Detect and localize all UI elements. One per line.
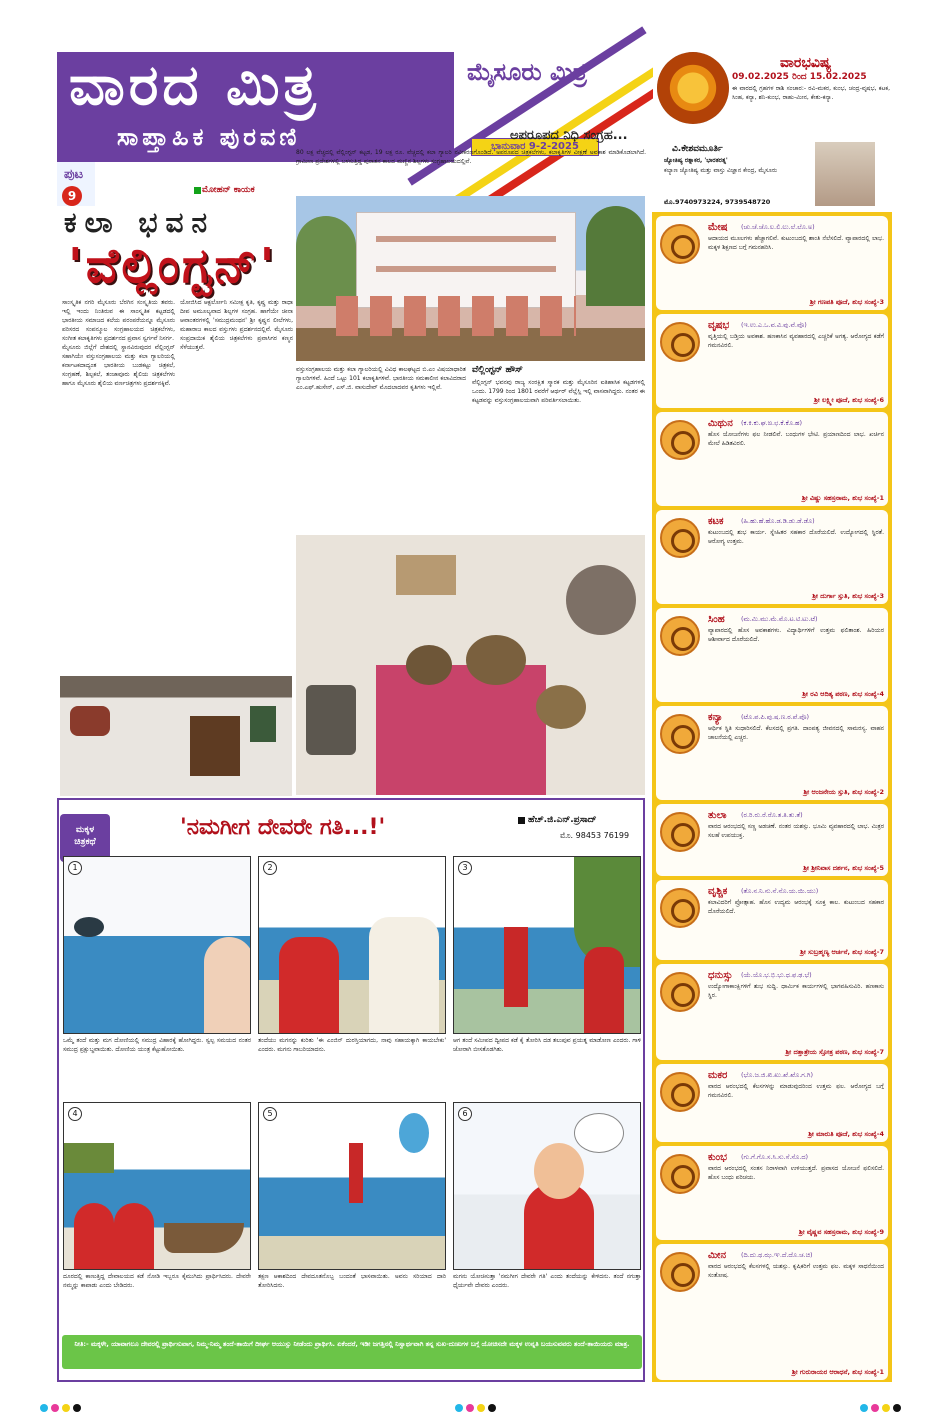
rashi-name: ಮೇಷ bbox=[708, 222, 728, 233]
zodiac-sign-icon bbox=[660, 1252, 700, 1292]
comic-author-phone: ಮೊ. 98453 76199 bbox=[560, 831, 630, 840]
rashi-remedy: ಶ್ರೀ ವಿಷ್ಣು ಸಹಸ್ರನಾಮ, ಶುಭ ಸಂಖ್ಯೆ-1 bbox=[801, 494, 884, 502]
article-col2-para: ಯೋಜಿಸಿದ ಆಕ್ಟರ್ಲೋನಿ ಸಮೀಕ್ಷ ಕೃತಿ, ಕೃಷ್ಣ ಮತ್ತು ರಾಧಾ ದೀಪ ಅಮೂಲ್ಯವಾದ ಶಿಲ್ಪಗಳ ಸಂಗ್ರಹ. ಹಾಗೆಯೇ ಚೀನಾ ಆವಾಂತರಗಳಲ್ಲಿ 'ಸಮುದ್ರಮಂಥನ' ಶ್ರೀ ಕೃಷ್ಣನ ಲೀಲೆಗಳು, ಮಹಾರಾಜ ಕಾಲದ ವಸ್ತುಗಳು ಪ್ರದರ್ಶನದಲ್ಲಿವೆ. ಮೈಸೂರು ಸಂಪ್ರದಾಯಿಕ ಶೈಲಿಯ ಚಿತ್ರಕಲೆಗಳು ಪ್ರವಾಸಿಗರ ಕಣ್ಮನ ಸೆಳೆಯುತ್ತವೆ. bbox=[180, 299, 293, 351]
rashi-remedy: ಶ್ರೀ ರವಿ ಆದಿತ್ಯ ಪಠಣ, ಶುಭ ಸಂಖ್ಯೆ-4 bbox=[802, 690, 884, 698]
rashi-name: ಕನ್ಯಾ bbox=[708, 712, 723, 723]
issue-date: ಭಾನುವಾರ 9-2-2025 bbox=[471, 138, 599, 156]
rashi-name: ಸಿಂಹ bbox=[708, 614, 725, 625]
side-heading: ಅಪರೂಪದ ನಿಧಿ ಸಂಗ್ರಹ... bbox=[510, 128, 628, 143]
zodiac-wheel-icon bbox=[657, 52, 729, 124]
rashi-card bbox=[656, 412, 888, 506]
panel-number: 3 bbox=[458, 861, 472, 875]
comic-caption-3: ಆಗ ತಂದೆ ಸಮೀಪದ ದ್ವೀಪದ ಕಡೆ ಕೈ ತೋರಿಸಿ ದಡ ತಲುಪುವ ಪ್ರಯತ್ನ ಮಾಡೋಣ ಎಂದರು. ಗಾಳಿ ಜೋರಾಗಿ ಬೀಸತೊಡಗಿತು. bbox=[453, 1037, 641, 1053]
rashi-card bbox=[656, 216, 888, 310]
zodiac-sign-icon bbox=[660, 616, 700, 656]
rashi-card bbox=[656, 608, 888, 702]
zodiac-sign-icon bbox=[660, 322, 700, 362]
rashi-remedy: ಶ್ರೀ ದತ್ತಾತ್ರೇಯ ಸ್ತೋತ್ರ ಪಠಣ, ಶುಭ ಸಂಖ್ಯೆ-7 bbox=[785, 1048, 884, 1056]
comic-moral: ನೀತಿ:- ಮಕ್ಕಳೇ, ಯಾವಾಗಲೂ ದೇವರಲ್ಲಿ ಪ್ರಾರ್ಥಿಸುವಾಗ, ನಿಮ್ಮ-ನಿಮ್ಮ ತಂದೆ-ತಾಯಿಗೆ ದೀರ್ಘ ಆಯುಸ್ಸು ನೀಡೆಂದು ಪ್ರಾರ್ಥಿಸಿ. ಏಕೆಂದರೆ, ಇಡೀ ಜಗತ್ತಿನಲ್ಲಿ ನಿಸ್ವಾರ್ಥವಾಗಿ ತನ್ನ ಸುಖ-ದುಃಖಗಳ ಬಗ್ಗೆ ಯೋಚಿಸದೇ ಮಕ್ಕಳ ಉನ್ನತಿ ಬಯಸುವವರು ತಂದೆ-ತಾಯಿಯರು ಮಾತ್ರ. bbox=[62, 1335, 642, 1369]
article-col1-para: ಸಾಂಸ್ಕೃತಿಕ ನಗರಿ ಮೈಸೂರು ಬೆರಗಿನ ಸಂಸ್ಕೃತಿಯ ತವರು. ಇಲ್ಲಿ ಇಂದು ನಿಂತಿರುವ ಈ ಸಾಂಸ್ಕೃತಿಕ ಕಟ್ಟಡದಲ್ಲಿ ಭಾರತೀಯ ಸಮಾಜದ ಕಲೆಯ ಪರಂಪರೆಯನ್ನೂ ಮೈಸೂರು ಪರಿಸರದ ಸಂಪನ್ಮೂಲ ಸಂಗ್ರಹಾಲಯದ ಚಿತ್ರಕಲೆಗಳು, ಸಂಗೀತ ಕಲಾಕೃತಿಗಳು ಪ್ರದರ್ಶನದ ಪ್ರವಾಸ ಸ್ವರ್ಗವೆ ನಿಸರ್ಗ. bbox=[62, 299, 175, 342]
rashi-prediction: ಆದಾಯದ ಮೂಲಗಳು ಹೆಚ್ಚಾಗಲಿವೆ. ಕುಟುಂಬದಲ್ಲಿ ಶಾಂತಿ ನೆಲೆಸಲಿದೆ. ವ್ಯಾಪಾರದಲ್ಲಿ ಲಾಭ. ಮಕ್ಕಳ ಶಿಕ್ಷಣದ ಬಗ್ಗೆ ಗಮನಹರಿಸಿ. bbox=[708, 235, 884, 251]
newspaper-title: ವಾರದ ಮಿತ್ರ bbox=[69, 52, 320, 118]
rashi-card bbox=[656, 1244, 888, 1380]
rashi-letters: (ಇ.ಉ.ಎ.ಒ.ವ.ವಿ.ವು.ವೆ.ವೊ) bbox=[741, 321, 807, 329]
rashi-prediction: ವಾರದ ಆರಂಭದಲ್ಲಿ ಸಣ್ಣ ಅಡಚಣೆ. ನಂತರ ಯಶಸ್ಸು. ಭೂಮಿ ವ್ಯವಹಾರದಲ್ಲಿ ಲಾಭ. ಮಿತ್ರರ ಸಲಹೆ ಉಪಯುಕ್ತ. bbox=[708, 823, 884, 839]
rashi-letters: (ಗು.ಗೆ.ಗೊ.ಸ.ಸಿ.ಸು.ಸೆ.ಸೊ.ದ) bbox=[741, 1153, 809, 1161]
comic-panel-5 bbox=[258, 1102, 446, 1270]
rashi-letters: (ತೊ.ನ.ನಿ.ನು.ನೆ.ನೊ.ಯ.ಯಿ.ಯು) bbox=[741, 887, 819, 895]
rashi-prediction: ವ್ಯಾಪಾರದಲ್ಲಿ ಹೊಸ ಅವಕಾಶಗಳು. ವಿದ್ಯಾರ್ಥಿಗಳಿಗೆ ಉತ್ತಮ ಫಲಿತಾಂಶ. ಹಿರಿಯರ ಆಶೀರ್ವಾದ ದೊರೆಯಲಿದೆ. bbox=[708, 627, 884, 643]
zodiac-sign-icon bbox=[660, 518, 700, 558]
comic-author: ಹೆಚ್.ಜಿ.ಎನ್.ಪ್ರಸಾದ್ bbox=[528, 815, 597, 825]
astrologer-info: ಕಲ್ಯಾಣ ಜ್ಯೋತಿಷ್ಯ ಮತ್ತು ವಾಸ್ತು ವಿಜ್ಞಾನ ಕೇಂದ್ರ, ಮೈಸೂರು bbox=[664, 167, 778, 174]
zodiac-sign-icon bbox=[660, 888, 700, 928]
rashi-prediction: ಉದ್ಯೋಗಾಕಾಂಕ್ಷಿಗಳಿಗೆ ಶುಭ ಸುದ್ದಿ. ಧಾರ್ಮಿಕ ಕಾರ್ಯಗಳಲ್ಲಿ ಭಾಗವಹಿಸುವಿರಿ. ಹಣಕಾಸು ಸ್ಥಿರ. bbox=[708, 983, 884, 999]
zodiac-sign-icon bbox=[660, 812, 700, 852]
wellington-house-heading: ವೆಲ್ಲಿಂಗ್ಟನ್ ಹೌಸ್ bbox=[472, 365, 523, 375]
rashi-card bbox=[656, 510, 888, 604]
article-column-3 bbox=[296, 365, 466, 530]
comic-caption-4: ದೂರದಲ್ಲಿ ಕಾಣುತ್ತಿದ್ದ ದೇವಾಲಯದ ಕಡೆ ನೋಡಿ ಇಬ್ಬರೂ ಕೈಮುಗಿದು ಪ್ರಾರ್ಥಿಸಿದರು. ದೇವರೇ ನಮ್ಮನ್ನು ಕಾಪಾಡು ಎಂದು ಬೇಡಿದರು. bbox=[63, 1273, 251, 1289]
rashi-card bbox=[656, 964, 888, 1060]
rashi-remedy: ಶ್ರೀ ವೈಷ್ಣವ ಸಹಸ್ರನಾಮ, ಶುಭ ಸಂಖ್ಯೆ-9 bbox=[798, 1228, 884, 1236]
rashi-name: ಕಟಕ bbox=[708, 516, 724, 527]
zodiac-sign-icon bbox=[660, 1072, 700, 1112]
rashi-remedy: ಶ್ರೀ ಶ್ರೀನಿವಾಸ ದರ್ಶನ, ಶುಭ ಸಂಖ್ಯೆ-5 bbox=[803, 864, 884, 872]
astrologer-title: ಜ್ಯೋತಿಷ್ಯ ರತ್ನಾಕರ, 'ಭಾರತರತ್ನ' bbox=[664, 157, 728, 164]
rashi-letters: (ದಿ.ದು.ಥ.ಝ.ಞ.ದೆ.ದೊ.ಚ.ಚಿ) bbox=[741, 1251, 813, 1259]
panel-number: 4 bbox=[68, 1107, 82, 1121]
comic-caption-6: ಮಗನು ಯೋಚಿಸುತ್ತಾ 'ನಮಗೀಗ ದೇವರೇ ಗತಿ' ಎಂದು ತಂದೆಯನ್ನು ಕೇಳಿದನು. ತಂದೆ ನಗುತ್ತಾ ಧೈರ್ಯವೇ ದೇವರು ಎಂದರು. bbox=[453, 1273, 641, 1289]
rashi-letters: (ಚು.ಚೆ.ಚೊ.ಲ.ಲಿ.ಲು.ಲೆ.ಲೊ.ಅ) bbox=[741, 223, 815, 231]
rashi-remedy: ಶ್ರೀ ಆಂಜನೇಯ ಸ್ತುತಿ, ಶುಭ ಸಂಖ್ಯೆ-2 bbox=[803, 788, 884, 796]
panel-number: 5 bbox=[263, 1107, 277, 1121]
rashi-name: ಧನುಸ್ಸು bbox=[708, 970, 733, 981]
article-col1-para-2: ಮೈಸೂರು ಜಿಲ್ಲೆಗೆ ದೇಶದಲ್ಲಿ ಸ್ಥಾನವಿರುವುದರ ವೆಲ್ಲಿಂಗ್ಟನ್ ಸಹಾಗಿಯೇ ವಸ್ತುಸಂಗ್ರಹಾಲಯ ಮತ್ತು ಕಲಾ ಗ್ಯಾಲರಿಯಲ್ಲಿ ಕರ್ನಾಟಕದಾದ್ಯಂತ ಭಾರತೀಯ ಬುಡಕಟ್ಟು ಚಿತ್ರಕಲೆ, ಸಂಗ್ರಹಣೆ, ಶಿಲ್ಪಕಲೆ, ತಂಜಾವೂರು ಶೈಲಿಯ ಚಿತ್ರಕಲೆಗಳು ಹಾಗೂ ಮೈಸೂರು ಶೈಲಿಯ ವರ್ಣಚಿತ್ರಗಳು ಪ್ರದರ್ಶನಕ್ಕಿವೆ. bbox=[62, 344, 175, 387]
rashi-prediction: ಹೊಸ ಯೋಜನೆಗಳು ಫಲ ನೀಡಲಿವೆ. ಬಂಧುಗಳ ಭೇಟಿ. ಪ್ರಯಾಣದಿಂದ ಲಾಭ. ಖರ್ಚಿನ ಮೇಲೆ ಹಿಡಿತವಿರಲಿ. bbox=[708, 431, 884, 447]
rashi-name: ವೃಷಭ bbox=[708, 320, 730, 331]
rashi-prediction: ವಾರದ ಆರಂಭದಲ್ಲಿ ಕೆಲಸಗಳನ್ನು ಮಾಡುವುದರಿಂದ ಉತ್ತಮ ಫಲ. ಆರೋಗ್ಯದ ಬಗ್ಗೆ ಗಮನವಿರಲಿ. bbox=[708, 1083, 884, 1099]
rashi-prediction: ಆರ್ಥಿಕ ಸ್ಥಿತಿ ಸುಧಾರಿಸಲಿದೆ. ಕೆಲಸದಲ್ಲಿ ಪ್ರಗತಿ. ದಾಂಪತ್ಯ ಜೀವನದಲ್ಲಿ ಸಾಮರಸ್ಯ. ವಾಹನ ಚಾಲನೆಯಲ್ಲಿ ಎಚ್ಚರ. bbox=[708, 725, 884, 741]
page-number: 9 bbox=[62, 186, 82, 206]
panel-number: 2 bbox=[263, 861, 277, 875]
museum-interior-photo bbox=[60, 676, 292, 796]
author-marker-icon bbox=[518, 817, 525, 824]
comic-panel-4 bbox=[63, 1102, 251, 1270]
article-column-1 bbox=[62, 298, 175, 676]
rashi-remedy: ಶ್ರೀ ಗಣಪತಿ ಪೂಜೆ, ಶುಭ ಸಂಖ್ಯೆ-3 bbox=[809, 298, 884, 306]
wellington-house-photo bbox=[296, 196, 645, 361]
article-column-2 bbox=[180, 298, 293, 676]
lead-paragraph: 80 ಲಕ್ಷ ವೆಚ್ಚದಲ್ಲಿ ವೆಲ್ಲಿಂಗ್ಟನ್ ಕಟ್ಟಡ, 19 ಲಕ್ಷ ರೂ. ವೆಚ್ಚದಲ್ಲಿ ಕಲಾ ಗ್ಯಾಲರಿ ನವೀಕರಣಗೊಂಡಿದೆ. ಅಪರೂಪದ ಚಿತ್ರಕಲೆಗಳು, ಕಲಾಕೃತಿಗಳ ವೀಕ್ಷಣೆ ಅವಕಾಶ ಮಾಡಿಕೊಡಲಾಗಿದೆ. ಗ್ರಾಮೀಣ ಪ್ರದೇಶಗಳಲ್ಲಿ ಬಳಸುತ್ತಿದ್ದ ಪುರಾತನ ಕಾಲದ ಮಣ್ಣಿನ ಶಿಲ್ಪಗಳು ಸಂಗ್ರಹಾಲಯದಲ್ಲಿವೆ. bbox=[296, 149, 646, 165]
rashi-name: ಕುಂಭ bbox=[708, 1152, 727, 1163]
rashi-letters: (ಕ.ಕಿ.ಕು.ಘ.ಙ.ಛ.ಕೆ.ಕೊ.ಹ) bbox=[741, 419, 803, 427]
artifacts-photo bbox=[296, 535, 645, 795]
astrologer-name: ವಿ.ಕೇಶವಮೂರ್ತಿ bbox=[672, 144, 723, 154]
panel-number: 1 bbox=[68, 861, 82, 875]
horoscope-dates: 09.02.2025 ರಿಂದ 15.02.2025 bbox=[732, 72, 867, 82]
rashi-prediction: ಕಲಾವಿದರಿಗೆ ಪ್ರೋತ್ಸಾಹ. ಹೊಸ ಉದ್ಯಮ ಆರಂಭಕ್ಕೆ ಸೂಕ್ತ ಕಾಲ. ಕುಟುಂಬದ ಸಹಕಾರ ದೊರೆಯಲಿದೆ. bbox=[708, 899, 884, 915]
rashi-remedy: ಶ್ರೀ ಸುಬ್ರಹ್ಮಣ್ಯ ಆರ್ಚನೆ, ಶುಭ ಸಂಖ್ಯೆ-7 bbox=[800, 948, 884, 956]
rashi-remedy: ಶ್ರೀ ದುರ್ಗಾ ಸ್ತುತಿ, ಶುಭ ಸಂಖ್ಯೆ-3 bbox=[812, 592, 884, 600]
author-marker-icon bbox=[194, 187, 201, 194]
rashi-prediction: ವಾರದ ಆರಂಭದಲ್ಲಿ ಕೆಲಸಗಳಲ್ಲಿ ಯಶಸ್ಸು. ಕೃಷಿಕರಿಗೆ ಉತ್ತಮ ಫಲ. ಮಕ್ಕಳ ಸಾಧನೆಯಿಂದ ಸಂತೋಷ. bbox=[708, 1263, 884, 1279]
comic-caption-2: ತಂದೆಯು ಮಗನನ್ನು ಕುರಿತು 'ಈ ಎಂಜಿನ್ ದುರಸ್ತಿಯಾಗದು, ನಾವು ಸಹಾಯಕ್ಕಾಗಿ ಕಾಯಬೇಕು' ಎಂದರು. ಮಗನು ಗಾಬರಿಯಾದನು. bbox=[258, 1037, 446, 1053]
article-author: ಮೋಹನ್ ಕಾಯಕ bbox=[202, 185, 255, 195]
article-column-4 bbox=[472, 378, 645, 533]
registration-dots-right bbox=[860, 1404, 901, 1412]
rashi-remedy: ಶ್ರೀ ಗುರುರಾಯರ ಆರಾಧನೆ, ಶುಭ ಸಂಖ್ಯೆ-1 bbox=[791, 1368, 884, 1376]
comic-title: 'ನಮಗೀಗ ದೇವರೇ ಗತಿ...!' bbox=[180, 815, 386, 840]
rashi-letters: (ಯೆ.ಯೊ.ಭ.ಭಿ.ಭು.ಧ.ಫ.ಢ.ಭೆ) bbox=[741, 971, 812, 979]
comic-badge-line-2: ಚಿತ್ರಕಥೆ bbox=[74, 837, 96, 847]
zodiac-sign-icon bbox=[660, 224, 700, 264]
comic-panel-3 bbox=[453, 856, 641, 1034]
rashi-card bbox=[656, 1146, 888, 1240]
comic-panel-6 bbox=[453, 1102, 641, 1270]
rashi-name: ಮೀನ bbox=[708, 1250, 726, 1261]
zodiac-sign-icon bbox=[660, 714, 700, 754]
comic-badge bbox=[60, 814, 110, 862]
rashi-letters: (ಭೊ.ಜ.ಜಿ.ಖಿ.ಖು.ಖೆ.ಖೊ.ಗ.ಗಿ) bbox=[741, 1071, 813, 1079]
rashi-letters: (ಟೊ.ಪ.ಪಿ.ಪು.ಷ.ಣ.ಠ.ಪೆ.ಪೊ) bbox=[741, 713, 810, 721]
page-label: ಪುಟ bbox=[64, 167, 84, 182]
rashi-card bbox=[656, 314, 888, 408]
comic-badge-line-1: ಮಕ್ಕಳ bbox=[75, 825, 95, 835]
comic-panel-2 bbox=[258, 856, 446, 1034]
rashi-prediction: ಕುಟುಂಬದಲ್ಲಿ ಶುಭ ಕಾರ್ಯ. ಸ್ನೇಹಿತರ ಸಹಕಾರ ದೊರೆಯಲಿದೆ. ಉದ್ಯೋಗದಲ್ಲಿ ಸ್ಥಿರತೆ. ಆರೋಗ್ಯ ಉತ್ತಮ. bbox=[708, 529, 884, 545]
horoscope-title: ವಾರಭವಿಷ್ಯ bbox=[780, 55, 832, 71]
brand-name: ಮೈಸೂರು ಮಿತ್ರ bbox=[467, 58, 587, 86]
zodiac-sign-icon bbox=[660, 420, 700, 460]
comic-caption-1: ಒಮ್ಮೆ ತಂದೆ ಮತ್ತು ಮಗ ದೋಣಿಯಲ್ಲಿ ಸಮುದ್ರ ವಿಹಾರಕ್ಕೆ ಹೋಗಿದ್ದರು. ಸ್ವಲ್ಪ ಸಮಯದ ನಂತರ ಸಮುದ್ರ ಪ್ರಕ್ಷುಬ್ಧವಾಯಿತು. ದೋಣಿಯ ಯಂತ್ರ ಕೆಟ್ಟುಹೋಯಿತು. bbox=[63, 1037, 251, 1053]
masthead bbox=[57, 52, 645, 162]
comic-panel-1 bbox=[63, 856, 251, 1034]
rashi-name: ವೃಶ್ಚಿಕ bbox=[708, 886, 728, 897]
comic-caption-5: ತಕ್ಷಣ ಆಕಾಶದಿಂದ ದೇವದೂತನೊಬ್ಬ ಬಂದಂತೆ ಭಾಸವಾಯಿತು. ಅವನು ಸರಿಯಾದ ದಾರಿ ತೋರಿಸಿದನು. bbox=[258, 1273, 446, 1289]
rashi-name: ಮಕರ bbox=[708, 1070, 728, 1081]
headline-big: 'ವೆಲ್ಲಿಂಗ್ಟನ್' bbox=[68, 238, 278, 294]
astrologer-photo bbox=[815, 142, 875, 206]
rashi-letters: (ರ.ರಿ.ರು.ರೆ.ರೊ.ತ.ತಿ.ತು.ತೆ) bbox=[741, 811, 803, 819]
rashi-card bbox=[656, 1064, 888, 1142]
rashi-remedy: ಶ್ರೀ ಲಕ್ಷ್ಮೀ ಪೂಜೆ, ಶುಭ ಸಂಖ್ಯೆ-6 bbox=[814, 396, 884, 404]
newspaper-subtitle: ಸಾಪ್ತಾಹಿಕ ಪುರವಣಿ bbox=[117, 122, 301, 151]
rashi-prediction: ವಾರದ ಆರಂಭದಲ್ಲಿ ಸಂತಸ ನಿರಾಳವಾಗಿ ಉಳಿಯುತ್ತದೆ. ಪ್ರವಾಸದ ಯೋಜನೆ ಫಲಿಸಲಿದೆ. ಹೊಸ ಬಂಧು ಪರಿಚಯ. bbox=[708, 1165, 884, 1181]
astrologer-phone: ಮೊ.9740973224, 9739548720 bbox=[664, 198, 771, 206]
article-col4-para: ವೆಲ್ಲಿಂಗ್ಟನ್ ಭವನವು ರಾಜ್ಯ ಸಂರಕ್ಷಿತ ಸ್ಮಾರಕ ಮತ್ತು ಮೈಸೂರಿನ ಐತಿಹಾಸಿಕ ಕಟ್ಟಡಗಳಲ್ಲಿ ಒಂದು. 1799 ರಿಂದ 1801 ರವರೆಗೆ ಆರ್ಥರ್ ವೆಲ್ಲೆಸ್ಲಿ ಇಲ್ಲಿ ವಾಸವಾಗಿದ್ದರು. ನಂತರ ಈ ಕಟ್ಟಡವನ್ನು ವಸ್ತುಸಂಗ್ರಹಾಲಯವಾಗಿ ಪರಿವರ್ತಿಸಲಾಯಿತು. bbox=[472, 379, 645, 404]
rashi-letters: (ಹಿ.ಹು.ಹೆ.ಹೊ.ಡ.ಡಿ.ಡು.ಡೆ.ಡೊ) bbox=[741, 517, 815, 525]
rashi-card bbox=[656, 804, 888, 876]
rashi-card bbox=[656, 880, 888, 960]
rashi-card bbox=[656, 706, 888, 800]
zodiac-sign-icon bbox=[660, 972, 700, 1012]
rashi-letters: (ಮ.ಮಿ.ಮು.ಮೆ.ಮೊ.ಟ.ಟಿ.ಟು.ಟೆ) bbox=[741, 615, 818, 623]
rashi-remedy: ಶ್ರೀ ಮಾರುತಿ ಪೂಜೆ, ಶುಭ ಸಂಖ್ಯೆ-4 bbox=[808, 1130, 884, 1138]
horoscope-intro: ಈ ವಾರದಲ್ಲಿ ಗ್ರಹಗಳ ರಾಶಿ ಸಂಚಾರ:- ರವಿ-ಮಕರ, ಕುಂಭ, ಚಂದ್ರ-ವೃಷಭ, ಕಟಕ, ಸಿಂಹ, ಕನ್ಯಾ, ಶನಿ-ಕುಂಭ, ರಾಹು-ಮೀನ, ಕೇತು-ಕನ್ಯಾ. bbox=[732, 85, 890, 101]
panel-number: 6 bbox=[458, 1107, 472, 1121]
rashi-name: ಮಿಥುನ bbox=[708, 418, 733, 429]
article-col3-para: ವಸ್ತುಸಂಗ್ರಹಾಲಯ ಮತ್ತು ಕಲಾ ಗ್ಯಾಲರಿಯಲ್ಲಿ ವಿವಿಧ ಕಾಲಘಟ್ಟದ ಬಿ.ಎಂ ವಿಷಯಾಧಾರಿತ ಗ್ಯಾಲರಿಗಳಿವೆ. ಹಿಂದೆ ಒಟ್ಟು 101 ಕಲಾಕೃತಿಗಳಿವೆ. ಭಾರತೀಯ ಸಮಕಾಲೀನ ಕಲಾವಿದರಾದ ಎಂ.ಎಫ್.ಹುಸೇನ್, ಎಸ್.ಜಿ. ವಾಸುದೇವ್ ಮೊದಲಾದವರ ಕೃತಿಗಳು ಇಲ್ಲಿವೆ. bbox=[296, 366, 466, 391]
headline-small: ಕಲಾ ಭವನ bbox=[64, 206, 216, 239]
zodiac-sign-icon bbox=[660, 1154, 700, 1194]
rashi-name: ತುಲಾ bbox=[708, 810, 727, 821]
registration-dots-center bbox=[455, 1404, 496, 1412]
registration-dots-left bbox=[40, 1404, 81, 1412]
rashi-prediction: ವೃತ್ತಿಯಲ್ಲಿ ಬಡ್ತಿಯ ಅವಕಾಶ. ಹಣಕಾಸಿನ ವ್ಯವಹಾರದಲ್ಲಿ ಎಚ್ಚರಿಕೆ ಅಗತ್ಯ. ಆರೋಗ್ಯದ ಕಡೆಗೆ ಗಮನವಿರಲಿ. bbox=[708, 333, 884, 349]
